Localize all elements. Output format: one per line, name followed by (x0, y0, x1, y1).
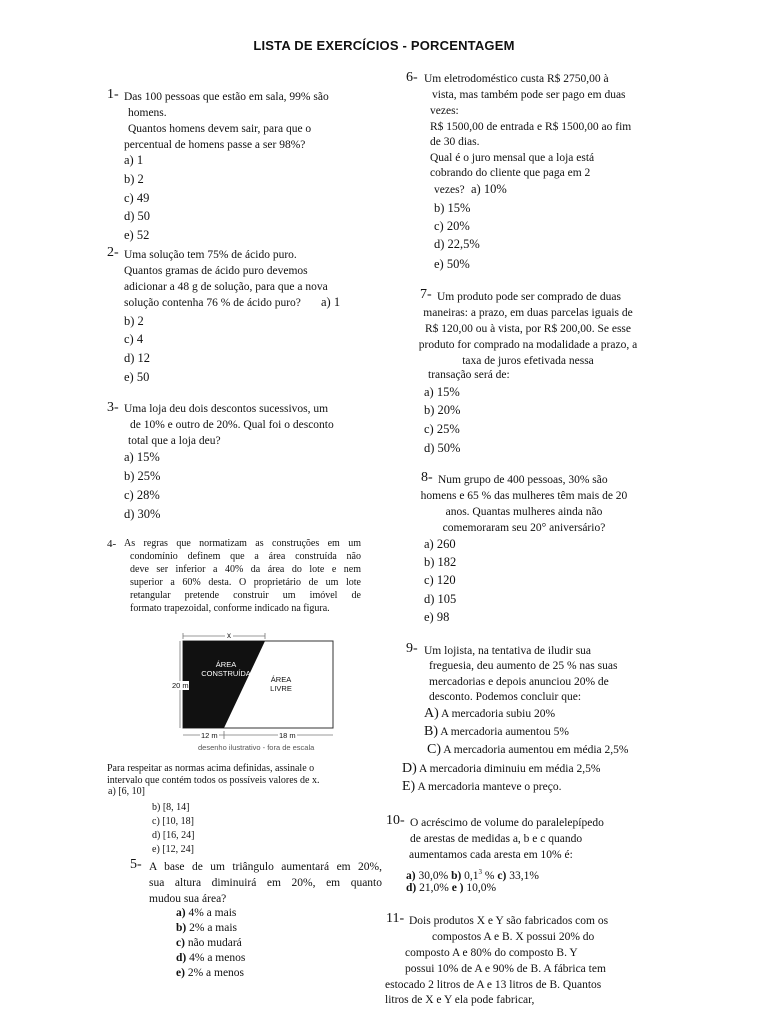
option-d: d) 22,5% (434, 237, 480, 251)
option-letter: B) (424, 724, 438, 739)
fig-caption: desenho ilustrativo - fora de escala (198, 743, 315, 752)
question-text: transação será de: (428, 369, 510, 381)
question-text: comemoraram seu 20° aniversário? (442, 522, 606, 534)
question-number: 10- (386, 813, 405, 828)
question-text: de 10% e outro de 20%. Qual foi o desconto (130, 419, 334, 431)
option-a: a) 10% (471, 182, 507, 196)
option-text: 4% a menos (189, 952, 246, 964)
question-text: formato trapezoidal, conforme indicado na figura. (130, 603, 330, 614)
option-d: d) 105 (424, 592, 457, 606)
option-text: A mercadoria aumentou 5% (440, 726, 569, 738)
option-b: b) 25% (124, 469, 161, 483)
option-a: a) 260 (424, 537, 456, 551)
option-d: d) 12 (124, 351, 151, 365)
option-text: 2% a mais (189, 922, 238, 934)
question-text: vezes: (430, 105, 459, 117)
question-text: homens e 65 % das mulheres têm mais de 20 (420, 490, 628, 502)
question-text: O acréscimo de volume do paralelepípedo (410, 817, 604, 829)
option-c: c) 49 (124, 191, 150, 205)
option-b: b) [8, 14] (152, 802, 190, 813)
question-number: 7- (420, 287, 432, 302)
question-text: compostos A e B. X possui 20% do (432, 931, 595, 943)
question-text: R$ 1500,00 de entrada e R$ 1500,00 ao fim (430, 121, 632, 133)
fig-free-area-label: ÁREA LIVRE (270, 675, 292, 693)
option-a: 30,0% (418, 869, 449, 882)
question-text: Num grupo de 400 pessoas, 30% são (438, 474, 608, 486)
option-b: 0,1 (464, 869, 479, 882)
option-d: d) [16, 24] (152, 830, 195, 841)
question-text: intervalo que contém todos os possíveis valores de x. (107, 775, 320, 786)
question-text: Dois produtos X e Y são fabricados com os (409, 915, 609, 927)
question-number: 2- (107, 245, 119, 260)
question-number: 3- (107, 400, 119, 415)
option-b: b) 15% (434, 201, 471, 215)
question-number: 1- (107, 87, 119, 102)
option-letter: A) (424, 706, 439, 721)
option-text: 4% a mais (188, 907, 237, 919)
option-letter: E) (402, 779, 416, 794)
option-letter: e ) (451, 882, 464, 894)
option-letter: a) (176, 907, 186, 919)
options-row-2 (406, 880, 496, 896)
option-e (402, 779, 561, 795)
question-text: Das 100 pessoas que estão em sala, 99% são (124, 91, 329, 103)
page-title: LISTA DE EXERCÍCIOS - PORCENTAGEM (253, 38, 515, 53)
question-text: anos. Quantas mulheres ainda não (445, 506, 603, 518)
option-b: b) 2 (124, 172, 144, 186)
question-text: Um produto pode ser comprado de duas (437, 291, 621, 303)
question-text: produto for comprado na modalidade a prazo, a (418, 339, 638, 351)
option-text: A mercadoria subiu 20% (441, 708, 556, 720)
question-text: retangular pretende construir um imóvel de (130, 590, 361, 601)
question-text: A base de um triângulo aumentará em 20%, (149, 861, 382, 873)
option-c (176, 936, 245, 951)
question-number: 9- (406, 641, 418, 656)
option-d: d) 30% (124, 507, 161, 521)
question-text: Um lojista, na tentativa de iludir sua (424, 645, 592, 657)
fig-built-area-label: ÁREA CONSTRUÍDA (201, 660, 251, 678)
option-c: c) 120 (424, 573, 456, 587)
option-c: c) 28% (124, 488, 160, 502)
option-d (402, 761, 600, 777)
option-letter: C) (427, 742, 441, 757)
option-e: e) 50% (434, 257, 470, 271)
question-text: superior a 60% desta. O proprietário de um lote (130, 577, 361, 588)
question-text: possui 10% de A e 90% de B. A fábrica tem (405, 963, 606, 975)
question-text: litros de X e Y ela pode fabricar, (385, 994, 535, 1006)
option-a: a) [6, 10] (108, 786, 145, 797)
question-text: sua altura diminuirá em 20%, em quanto (149, 877, 382, 889)
option-b (176, 921, 245, 936)
option-a: a) 15% (424, 385, 460, 399)
option-d: d) 50 (124, 209, 151, 223)
option-b-exponent: 3 (478, 868, 483, 876)
question-text: aumentamos cada aresta em 10% é: (409, 849, 573, 861)
option-c: c) 25% (424, 422, 460, 436)
option-a: a) 1 (321, 295, 341, 309)
option-b: b) 2 (124, 314, 144, 328)
option-text: A mercadoria manteve o preço. (417, 781, 562, 793)
option-letter: c) (497, 869, 507, 882)
option-text: 2% a menos (187, 967, 245, 979)
option-c: c) 4 (124, 332, 144, 346)
option-d: d) 50% (424, 441, 461, 455)
option-d (176, 951, 245, 966)
option-a (424, 706, 555, 722)
option-text: A mercadoria diminuiu em média 2,5% (419, 763, 601, 775)
question-text: Uma loja deu dois descontos sucessivos, um (124, 403, 329, 415)
question-text: R$ 120,00 ou à vista, por R$ 200,00. Se esse (424, 323, 632, 335)
option-c (427, 742, 628, 758)
question-text: solução contenha 76 % de ácido puro? (124, 297, 301, 309)
option-e: 10,0% (466, 882, 497, 894)
option-e: e) [12, 24] (152, 844, 194, 855)
option-e: e) 98 (424, 610, 450, 624)
question-text: Uma solução tem 75% de ácido puro. (124, 249, 297, 261)
option-text: não mudará (187, 937, 242, 949)
question-text: maneiras: a prazo, em duas parcelas iguais de (423, 307, 633, 319)
question-number: 4- (107, 538, 117, 550)
fig-20m-label: 20 m (172, 681, 189, 690)
question-text: mercadorias e depois anunciou 20% de (429, 676, 609, 688)
question-text: vezes? (434, 184, 465, 196)
option-a: a) 15% (124, 450, 160, 464)
option-b-unit: % (484, 869, 495, 882)
option-text: A mercadoria aumentou em média 2,5% (443, 744, 629, 756)
question-text: percentual de homens passe a ser 98%? (124, 139, 306, 151)
question-text: composto A e 80% do composto B. Y (405, 947, 578, 959)
option-c: c) 20% (434, 219, 470, 233)
option-e (176, 966, 245, 981)
fig-x-label: x (227, 631, 231, 640)
option-letter: e) (176, 967, 185, 979)
question-text: homens. (128, 107, 167, 119)
option-letter: d) (406, 882, 417, 894)
question-text: Para respeitar as normas acima definidas, assinale o (107, 763, 315, 774)
fig-12m-label: 12 m (201, 731, 218, 740)
question-text: condomínio definem que a área construída não (130, 551, 361, 562)
question-text: Qual é o juro mensal que a loja está (430, 152, 595, 164)
option-c: c) [10, 18] (152, 816, 194, 827)
question-text: vista, mas também pode ser pago em duas (432, 89, 626, 101)
option-a (176, 906, 245, 921)
question-text: Um eletrodoméstico custa R$ 2750,00 à (424, 73, 609, 85)
option-letter: b) (176, 922, 187, 934)
option-b: b) 182 (424, 555, 457, 569)
question-text: deve ser inferior a 40% da área do lote e nem (130, 564, 361, 575)
question-text: total que a loja deu? (128, 435, 221, 447)
question-text: desconto. Podemos concluir que: (429, 691, 582, 703)
option-letter: a) (406, 869, 416, 882)
question-text: cobrando do cliente que paga em 2 (430, 167, 591, 179)
question-number: 11- (386, 911, 405, 926)
option-b (424, 724, 569, 740)
question-number: 6- (406, 70, 418, 85)
option-letter: b) (451, 869, 462, 882)
question-text: Quantos homens devem sair, para que o (128, 123, 312, 135)
option-letter: D) (402, 761, 417, 776)
question-number: 5- (130, 857, 142, 872)
option-a: a) 1 (124, 153, 144, 167)
question-text: de arestas de medidas a, b e c quando (410, 833, 583, 845)
option-letter: c) (176, 937, 185, 949)
option-e: e) 50 (124, 370, 150, 384)
question-text: taxa de juros efetivada nessa (462, 355, 594, 367)
question-text: As regras que normatizam as construções em um (124, 538, 361, 549)
question-text: adicionar a 48 g de solução, para que a nova (124, 281, 328, 293)
option-e: e) 52 (124, 228, 150, 242)
question-number: 8- (421, 470, 433, 485)
question-text: mudou sua área? (149, 893, 227, 905)
option-b: b) 20% (424, 403, 461, 417)
option-d: 21,0% (419, 882, 449, 894)
question-text: estocado 2 litros de A e 13 litros de B. Quantos (385, 979, 602, 991)
question-text: de 30 dias. (430, 136, 480, 148)
fig-18m-label: 18 m (279, 731, 296, 740)
option-c: 33,1% (509, 869, 539, 882)
option-letter: d) (176, 952, 187, 964)
question-text: Quantos gramas de ácido puro devemos (124, 265, 308, 277)
question-text: freguesia, deu aumento de 25 % nas suas (429, 660, 618, 672)
